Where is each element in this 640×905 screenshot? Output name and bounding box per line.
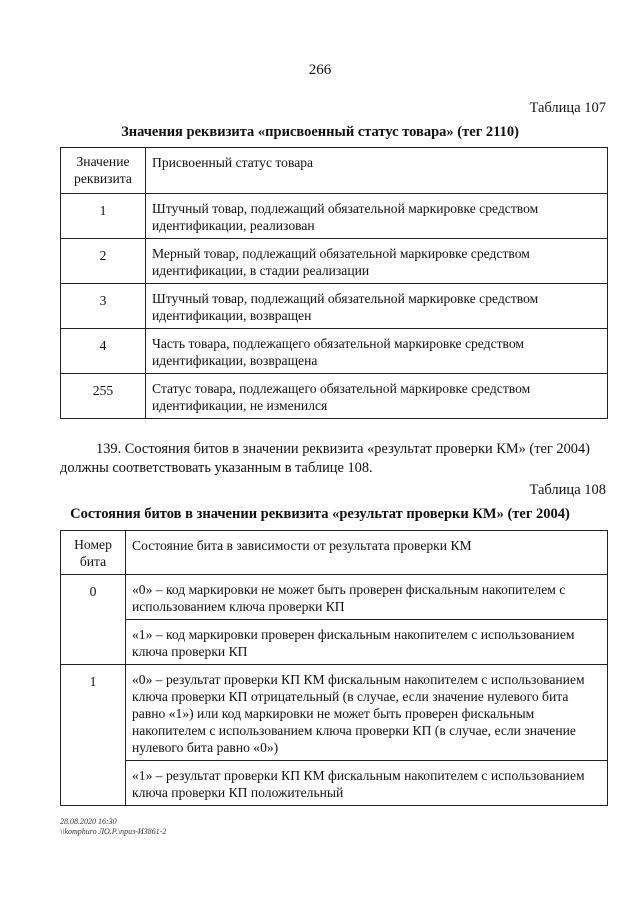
- page-number: 266: [308, 62, 332, 78]
- row-bit-state-0: «0» – результат проверки КП КМ фискальным накопителем с использованием ключа проверки КП отрицательный (в случае, если значение нулевого бита равно «1») или код маркировки не может быть проверен фискальным накопителем с использованием ключа проверки КП (в случае, если значение нулевого бита равно «0»): [126, 665, 608, 761]
- row-status: Мерный товар, подлежащий обязательной маркировке средством идентификации, в стадии реализации: [146, 239, 608, 284]
- row-value: 4: [61, 329, 146, 374]
- table-108-title: Состояния битов в значении реквизита «результат проверки КМ» (тег 2004): [70, 506, 570, 522]
- table-row: [61, 665, 608, 761]
- stamp-date: 28.08.2020 16:30: [60, 817, 117, 826]
- table-row: [61, 239, 608, 284]
- table-row: [61, 329, 608, 374]
- row-status: Штучный товар, подлежащий обязательной маркировке средством идентификации, реализован: [146, 194, 608, 239]
- header-bit-cell: Номер бита: [61, 531, 126, 575]
- table-107: [60, 147, 608, 419]
- paragraph-139: 139. Состояния битов в значении реквизита «результат проверки КМ» (тег 2004) должны соответствовать указанным в таблице 108.: [60, 441, 590, 476]
- row-status: Штучный товар, подлежащий обязательной маркировке средством идентификации, возвращен: [146, 284, 608, 329]
- table-108: [60, 530, 608, 806]
- table-row: [61, 374, 608, 419]
- header-value-cell: Значение реквизита: [61, 148, 146, 194]
- table-107-title: Значения реквизита «присвоенный статус товара» (тег 2110): [121, 124, 519, 140]
- stamp-path: \\komphuro ЛО.Р.\приз-И3861-2: [60, 827, 167, 836]
- table-row: [61, 284, 608, 329]
- row-bit-state-1: «1» – код маркировки проверен фискальным накопителем с использованием ключа проверки КП: [126, 620, 608, 665]
- table-row: [61, 620, 608, 665]
- row-value: 2: [61, 239, 146, 284]
- header-state-cell: Состояние бита в зависимости от результата проверки КМ: [126, 531, 608, 575]
- row-bit-state-1: «1» – результат проверки КП КМ фискальным накопителем с использованием ключа проверки КП положительный: [126, 761, 608, 806]
- table-107-caption: Таблица 107: [529, 100, 606, 116]
- row-bit-number: 1: [61, 665, 126, 806]
- table-row: [61, 575, 608, 620]
- row-value: 3: [61, 284, 146, 329]
- row-value: 1: [61, 194, 146, 239]
- row-value: 255: [61, 374, 146, 419]
- row-bit-state-0: «0» – код маркировки не может быть проверен фискальным накопителем с использованием ключа проверки КП: [126, 575, 608, 620]
- row-bit-number: 0: [61, 575, 126, 665]
- footer-stamp: [60, 817, 166, 837]
- table-header-row: [61, 531, 608, 575]
- row-status: Статус товара, подлежащего обязательной маркировке средством идентификации, не изменился: [146, 374, 608, 419]
- table-row: [61, 194, 608, 239]
- table-row: [61, 761, 608, 806]
- table-108-caption: Таблица 108: [529, 482, 606, 498]
- header-status-cell: Присвоенный статус товара: [146, 148, 608, 194]
- row-status: Часть товара, подлежащего обязательной маркировке средством идентификации, возвращена: [146, 329, 608, 374]
- table-header-row: [61, 148, 608, 194]
